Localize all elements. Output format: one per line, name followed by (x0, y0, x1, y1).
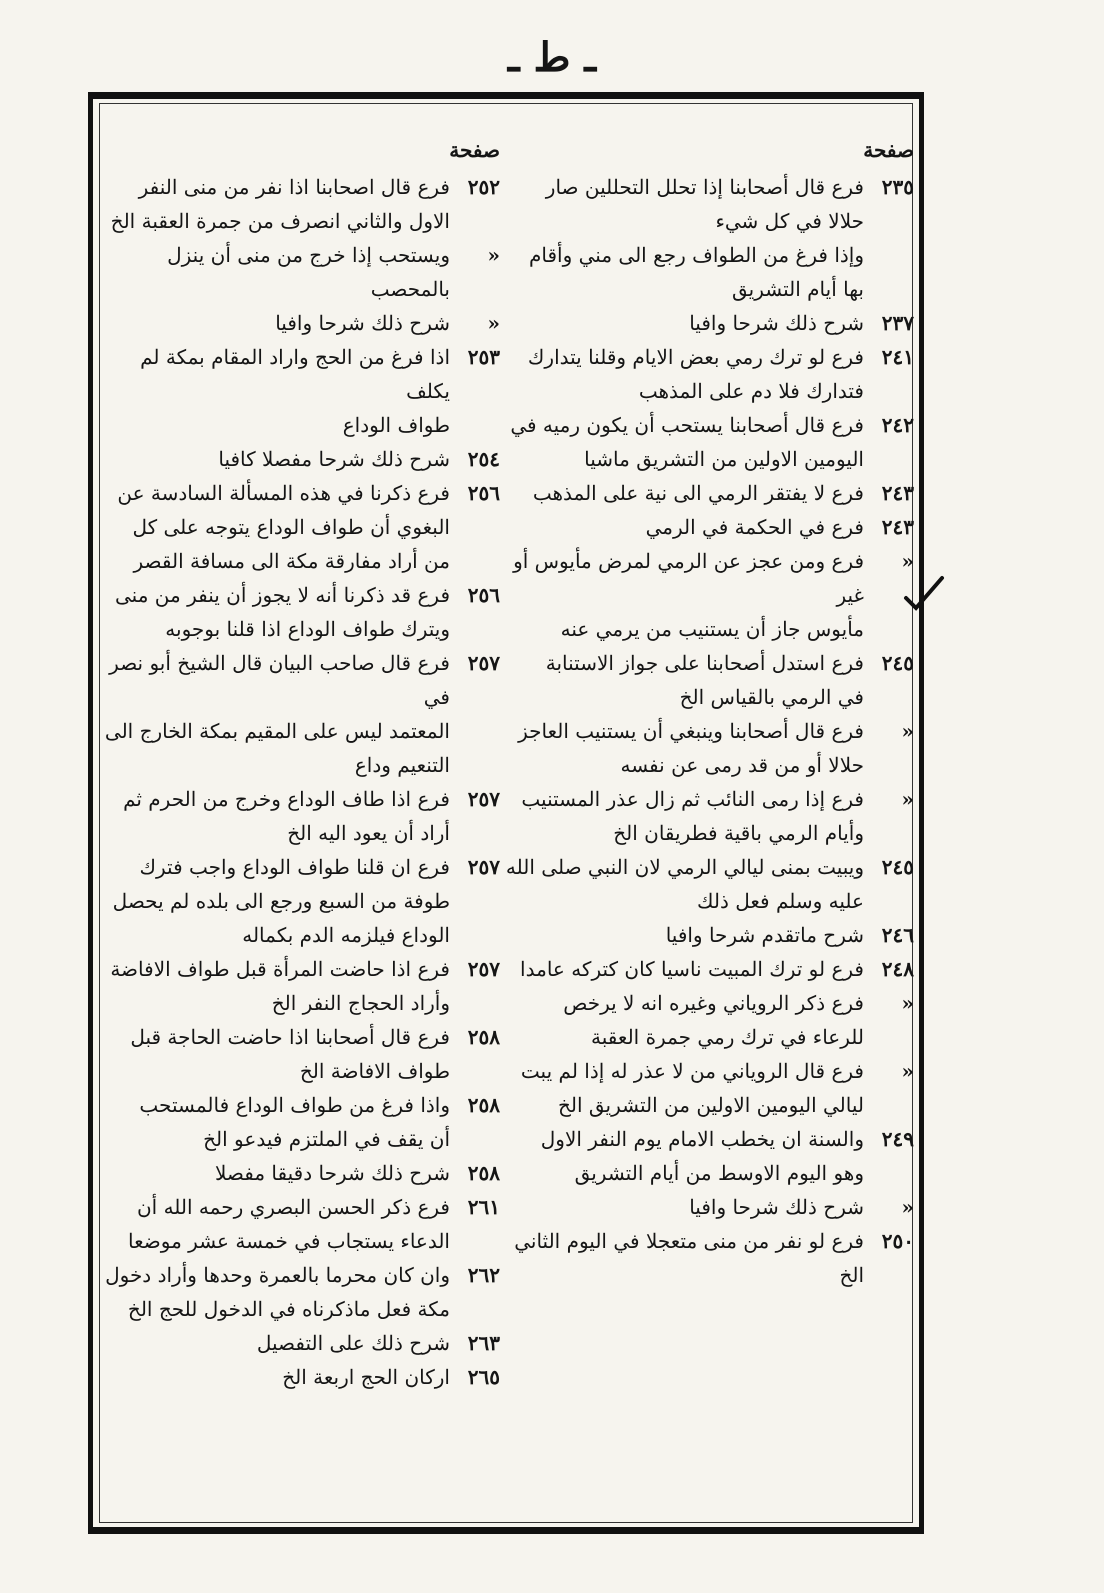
index-entry (100, 238, 500, 306)
page-ref-number: ٢٥٦ (467, 481, 500, 505)
index-entry (100, 1020, 500, 1088)
index-entry (500, 1224, 914, 1292)
index-entry (100, 1088, 500, 1156)
index-column-right (500, 130, 914, 1292)
entry-text: فرع إذا رمى النائب ثم زال عذر المستنيب وأيام الرمي باقية فطريقان الخ (521, 787, 864, 845)
entry-text: فرع قال أصحابنا يستحب أن يكون رميه في اليومين الاولين من التشريق ماشيا (510, 413, 864, 471)
column-header-page: صفحة (449, 138, 500, 162)
index-entry (500, 238, 914, 306)
index-list-right (500, 170, 914, 1292)
page-ref-number: ٢٥٢ (467, 175, 500, 199)
page-ref-number: ٢٥٤ (467, 447, 500, 471)
entry-text: فرع قد ذكرنا أنه لا يجوز أن ينفر من منى ويترك طواف الوداع اذا قلنا بوجوبه (115, 583, 450, 641)
index-entry (500, 408, 914, 476)
entry-text: فرع ذكر الحسن البصري رحمه الله أن الدعاء يستجاب في خمسة عشر موضعا (128, 1195, 450, 1253)
entry-text: فرع قال الروياني من لا عذر له إذا لم يبت ليالي اليومين الاولين من التشريق الخ (520, 1059, 864, 1117)
column-header-page: صفحة (863, 138, 914, 162)
entry-text: فرع لو ترك رمي بعض الايام وقلنا يتدارك فتدارك فلا دم على المذهب (527, 345, 864, 403)
index-entry (500, 986, 914, 1054)
entry-text: فرع اذا حاضت المرأة قبل طواف الافاضة وأراد الحجاج النفر الخ (110, 957, 450, 1015)
entry-text: فرع ذكرنا في هذه المسألة السادسة عن البغوي أن طواف الوداع يتوجه على كل من أراد مفارقة مكة الى مسافة القصر (117, 481, 450, 573)
entry-text: شرح ماتقدم شرحا وافيا (665, 923, 864, 947)
index-entry (100, 782, 500, 850)
entry-text: فرع قال اصحابنا اذا نفر من منى النفر الاول والثاني انصرف من جمرة العقبة الخ (110, 175, 450, 233)
page-ref-number: « (901, 787, 914, 811)
page-ref-number: ٢٥٧ (467, 957, 500, 981)
page-ref-number: « (487, 243, 500, 267)
page-ref-number: ٢٤٢ (881, 413, 914, 437)
index-entry (100, 1258, 500, 1326)
page-ref-number: ٢٤٦ (881, 923, 914, 947)
entry-text: فرع اذا طاف الوداع وخرج من الحرم ثم أراد أن يعود اليه الخ (123, 787, 450, 845)
page-ref-number: ٢٥٧ (467, 651, 500, 675)
index-entry (500, 714, 914, 782)
entry-text: ويبيت بمنى ليالي الرمي لان النبي صلى الله عليه وسلم فعل ذلك (505, 855, 864, 913)
page-ref-number: ٢٥٨ (467, 1093, 500, 1117)
index-entry (100, 1156, 500, 1190)
entry-text: فرع قال أصحابنا اذا حاضت الحاجة قبل طواف الافاضة الخ (130, 1025, 450, 1083)
page-ref-number: ٢٤٩ (881, 1127, 914, 1151)
index-list-left (100, 170, 500, 1394)
index-entry (500, 476, 914, 510)
index-entry (500, 306, 914, 340)
entry-text: شرح ذلك شرحا وافيا (689, 1195, 864, 1219)
page-ref-number: ٢٣٧ (881, 311, 914, 335)
index-entry (100, 306, 500, 340)
entry-text: فرع ان قلنا طواف الوداع واجب فترك طوفة من السبع ورجع الى بلده لم يحصل الوداع فيلزمه الدم بكماله (112, 855, 450, 947)
page-ref-number: ٢٦٣ (467, 1331, 500, 1355)
page-ref-number: ٢٤٣ (881, 515, 914, 539)
page-ref-number: ٢٥٣ (467, 345, 500, 369)
page-ref-number: ٢٦٥ (467, 1365, 500, 1389)
index-entry (100, 340, 500, 442)
entry-text: اذا فرغ من الحج واراد المقام بمكة لم يكلف طواف الوداع (140, 345, 450, 437)
index-entry (500, 646, 914, 714)
entry-text: اركان الحج اربعة الخ (282, 1365, 450, 1389)
page-ref-number: ٢٤٣ (881, 481, 914, 505)
page-ref-number: ٢٥٧ (467, 787, 500, 811)
page-ref-number: ٢٥٦ (467, 583, 500, 607)
entry-text: ويستحب إذا خرج من منى أن ينزل بالمحصب (167, 243, 450, 301)
index-entry (100, 646, 500, 782)
page-ref-number: ٢٦٢ (467, 1263, 500, 1287)
entry-text: فرع ذكر الروياني وغيره انه لا يرخص للرعاء في ترك رمي جمرة العقبة (563, 991, 864, 1049)
page-ref-number: ٢٦١ (467, 1195, 500, 1219)
index-entry (100, 1360, 500, 1394)
index-entry (100, 1326, 500, 1360)
page-ref-number: ٢٤٥ (881, 855, 914, 879)
index-entry (500, 952, 914, 986)
page-ref-number: « (901, 549, 914, 573)
entry-text: وإذا فرغ من الطواف رجع الى مني وأقام بها أيام التشريق (529, 243, 864, 301)
entry-text: شرح ذلك شرحا وافيا (689, 311, 864, 335)
page-ref-number: « (901, 1059, 914, 1083)
entry-text: فرع استدل أصحابنا على جواز الاستنابة في الرمي بالقياس الخ (545, 651, 864, 709)
index-entry (500, 1054, 914, 1122)
page-ref-number: « (487, 311, 500, 335)
entry-text: فرع لا يفتقر الرمي الى نية على المذهب (532, 481, 864, 505)
page-ref-number: ٢٥٧ (467, 855, 500, 879)
page-ref-number: ٢٥٨ (467, 1025, 500, 1049)
page-ref-number: « (901, 991, 914, 1015)
index-entry (500, 918, 914, 952)
entry-text: واذا فرغ من طواف الوداع فالمستحب أن يقف في الملتزم فيدعو الخ (139, 1093, 450, 1151)
index-entry (500, 340, 914, 408)
entry-text: شرح ذلك شرحا مفصلا كافيا (218, 447, 450, 471)
index-entry (100, 170, 500, 238)
index-entry (100, 952, 500, 1020)
entry-text: شرح ذلك على التفصيل (256, 1331, 450, 1355)
page-ref-number: ٢٥٠ (881, 1229, 914, 1253)
index-entry (100, 476, 500, 578)
entry-text: شرح ذلك شرحا دقيقا مفصلا (214, 1161, 450, 1185)
index-column-left (100, 130, 500, 1394)
page-ref-number: ٢٤١ (881, 345, 914, 369)
entry-text: فرع قال صاحب البيان قال الشيخ أبو نصر في المعتمد ليس على المقيم بمكة الخارج الى التنعيم وداع (104, 651, 450, 777)
entry-text: فرع لو ترك المبيت ناسيا كان كتركه عامدا (520, 957, 864, 981)
index-entry (500, 782, 914, 850)
index-entry (500, 544, 914, 646)
index-entry (500, 170, 914, 238)
index-entry (100, 1190, 500, 1258)
page-ref-number: ٢٤٨ (881, 957, 914, 981)
index-entry (500, 1190, 914, 1224)
entry-text: فرع قال أصحابنا إذا تحلل التحللين صار حلالا في كل شيء (545, 175, 864, 233)
index-entry (100, 578, 500, 646)
entry-text: فرع ومن عجز عن الرمي لمرض مأيوس أو غير مأيوس جاز أن يستنيب من يرمي عنه (513, 549, 864, 641)
entry-text: فرع قال أصحابنا وينبغي أن يستنيب العاجز حلالا أو من قد رمى عن نفسه (518, 719, 864, 777)
page-ref-number: ٢٥٨ (467, 1161, 500, 1185)
entry-text: فرع في الحكمة في الرمي (645, 515, 864, 539)
page-ref-number: ٢٣٥ (881, 175, 914, 199)
entry-text: فرع لو نفر من منى متعجلا في اليوم الثاني الخ (514, 1229, 864, 1287)
entry-text: وان كان محرما بالعمرة وحدها وأراد دخول مكة فعل ماذكرناه في الدخول للحج الخ (105, 1263, 450, 1321)
page-ref-number: « (901, 719, 914, 743)
index-entry (100, 442, 500, 476)
index-entry (500, 510, 914, 544)
page-ref-number: ٢٤٥ (881, 651, 914, 675)
index-entry (100, 850, 500, 952)
page-ref-number: « (901, 1195, 914, 1219)
entry-text: والسنة ان يخطب الامام يوم النفر الاول وهو اليوم الاوسط من أيام التشريق (540, 1127, 864, 1185)
index-entry (500, 1122, 914, 1190)
index-entry (500, 850, 914, 918)
entry-text: شرح ذلك شرحا وافيا (275, 311, 450, 335)
page-number: ـ ط ـ (507, 34, 597, 81)
